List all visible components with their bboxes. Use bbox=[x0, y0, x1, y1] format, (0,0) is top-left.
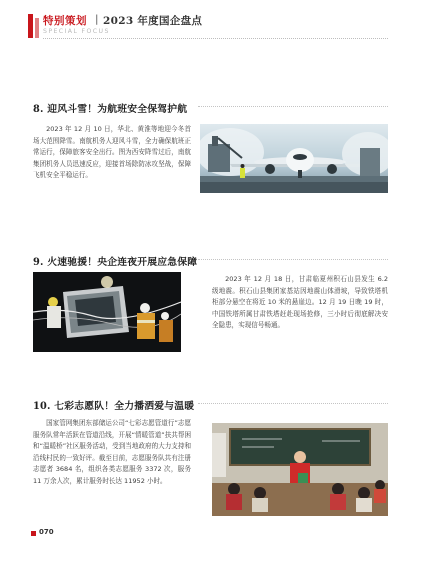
section-title-8: 8. 迎风斗雪！为航班安全保驾护航 bbox=[33, 104, 188, 115]
photo-volunteer-classroom bbox=[212, 423, 388, 516]
emergency-repair-image bbox=[33, 272, 181, 352]
section-divider-8 bbox=[198, 106, 388, 107]
header-title: 2023 年度国企盘点 bbox=[103, 15, 203, 27]
header-accent-bar bbox=[28, 14, 33, 38]
header-subtitle: SPECIAL FOCUS bbox=[43, 28, 110, 35]
section-title-10: 10. 七彩志愿队！全力播洒爱与温暖 bbox=[33, 401, 195, 412]
volunteer-classroom-image bbox=[212, 423, 388, 516]
photo-aircraft-deicing bbox=[200, 124, 388, 193]
section-body-8: 2023 年 12 月 10 日，华北、黄淮等地迎今冬首场大范围降雪。南航机务人迎风斗雪，全力确保航班正常运行，保障旅客安全出行。图为西安降雪过后，南航集团机务人员迅速反应，迎接首场除防冰攻坚战，保障飞机安全平稳运行。 bbox=[33, 125, 191, 180]
header-separator: | bbox=[95, 13, 99, 25]
aircraft-deicing-image bbox=[200, 124, 388, 193]
section-body-9: 2023 年 12 月 18 日，甘肃临夏州积石山县发生 6.2 级地震。积石山县集团家基站因地震山体滑坡，导致铁塔机柜部分悬空在将近 10 米的悬崖边。12 月 19 日晚 19 时，中国铁塔所属甘肃铁塔赶赴现场抢修，三小时后彻底解决安全隐患，实现信号畅通。 bbox=[212, 275, 388, 330]
section-divider-10 bbox=[198, 403, 388, 404]
header-tag: 特别策划 bbox=[43, 15, 87, 27]
header-accent-bar-secondary bbox=[35, 18, 39, 38]
page-number: 070 bbox=[39, 528, 54, 536]
footer-accent-square bbox=[31, 531, 36, 536]
section-body-10: 国家管网集团东部储运公司“七彩志愿管道行”志愿服务队常年活跃在管道沿线，开展“情暖管道”扶共帮困和“温暖桥”社区服务活动，受到当地政府的大力支持和沿线村民的一致好评。截至目前，志愿服务队共有注册志愿者 3684 名，组织各类志愿服务 3372 次，服务 11 万余人次，累计服务时长达 11952 小时。 bbox=[33, 419, 191, 485]
header-divider bbox=[43, 38, 388, 39]
section-title-9: 9. 火速驰援！央企连夜开展应急保障 bbox=[33, 257, 198, 268]
photo-emergency-repair bbox=[33, 272, 181, 352]
section-divider-9 bbox=[198, 259, 388, 260]
